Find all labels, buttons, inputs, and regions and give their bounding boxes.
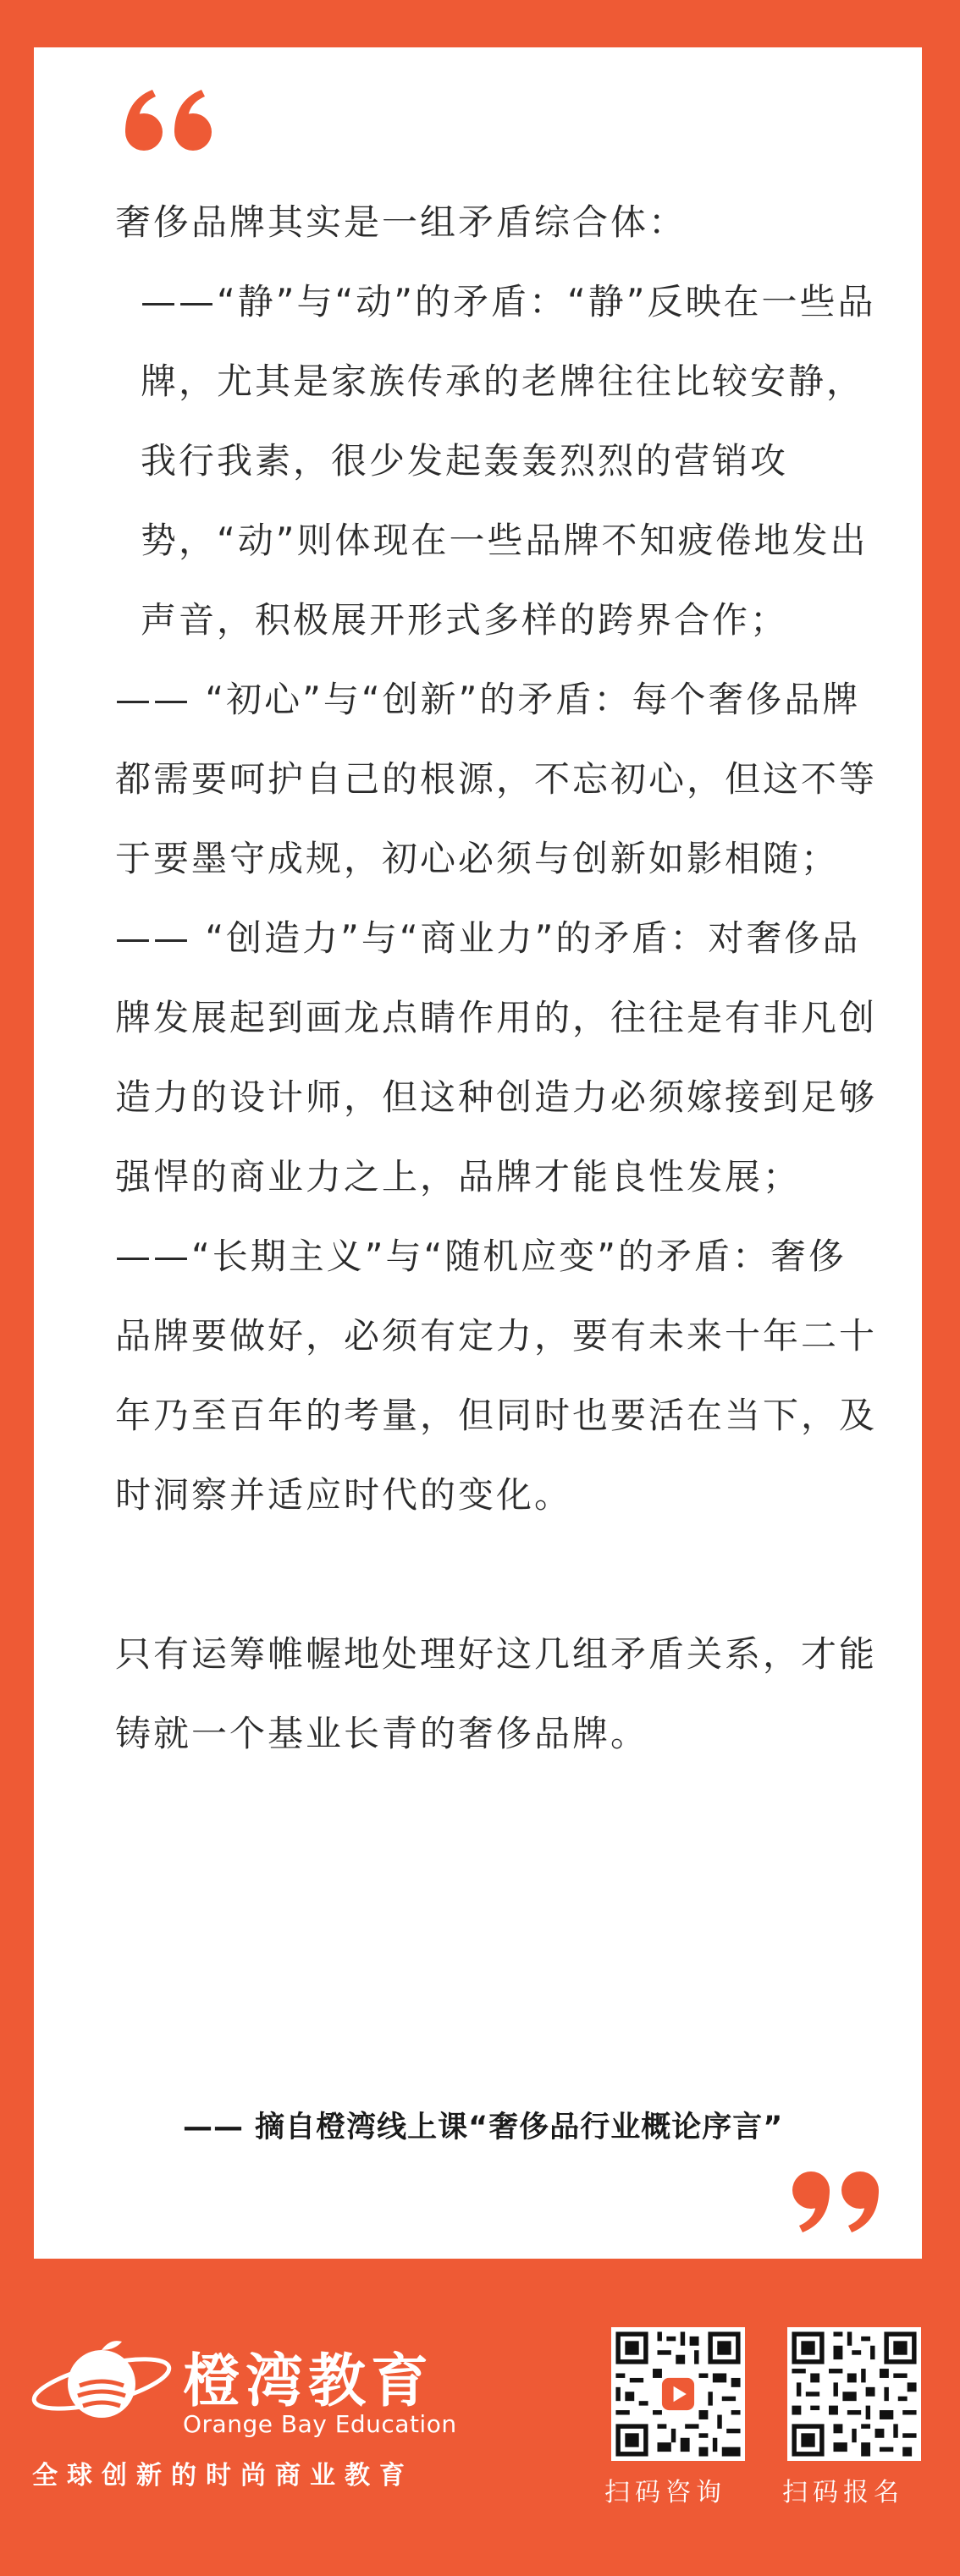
brand-tagline: 全球创新的时尚商业教育 [32,2461,414,2491]
quote-paragraph-2: —— “初心”与“创新”的矛盾：每个奢侈品牌都需要呵护自己的根源，不忘初心，但这不等于要墨守成规，初心必须与创新如影相随； [115,679,878,879]
quote-source: —— 摘自橙湾线上课“奢侈品行业概论序言” [183,2111,784,2144]
quote-paragraph-3: —— “创造力”与“商业力”的矛盾：对奢侈品牌发展起到画龙点睛作用的，往往是有非凡创造力的设计师，但这种创造力必须嫁接到足够强悍的商业力之上，品牌才能良性发展； [115,917,878,1197]
qr-signup-label: 扫码报名 [782,2478,904,2507]
brand-name-cn: 橙湾教育 [183,2348,434,2415]
quote-paragraph-intro: 奢侈品牌其实是一组矛盾综合体： [115,201,687,243]
quote-body [115,183,877,1774]
qr-code-icon [787,2327,921,2461]
close-quote-icon [779,2156,889,2249]
paragraph-spacer [115,1535,877,1615]
quote-paragraph-4: ——“长期主义”与“随机应变”的矛盾：奢侈品牌要做好，必须有定力，要有未来十年二十年乃至百年的考量，但同时也要活在当下，及时洞察并适应时代的变化。 [115,1236,878,1516]
quote-paragraph-conclusion: 只有运筹帷幄地处理好这几组矛盾关系，才能铸就一个基业长青的奢侈品牌。 [115,1633,878,1754]
brand-name-en: Orange Bay Education [183,2410,457,2438]
quote-paragraph-1: ——“静”与“动”的矛盾：“静”反映在一些品牌，尤其是家族传承的老牌往往比较安静，我行我素，很少发起轰轰烈烈的营销攻势，“动”则体现在一些品牌不知疲倦地发出声音，积极展开形式多样的跨界合作； [141,281,876,641]
qr-code-signup[interactable] [787,2327,921,2461]
quote-card [34,47,922,2259]
qr-code-icon [611,2327,745,2461]
open-quote-icon [115,73,225,166]
qr-consult-label: 扫码咨询 [604,2478,726,2507]
qr-code-consult[interactable] [611,2327,745,2461]
